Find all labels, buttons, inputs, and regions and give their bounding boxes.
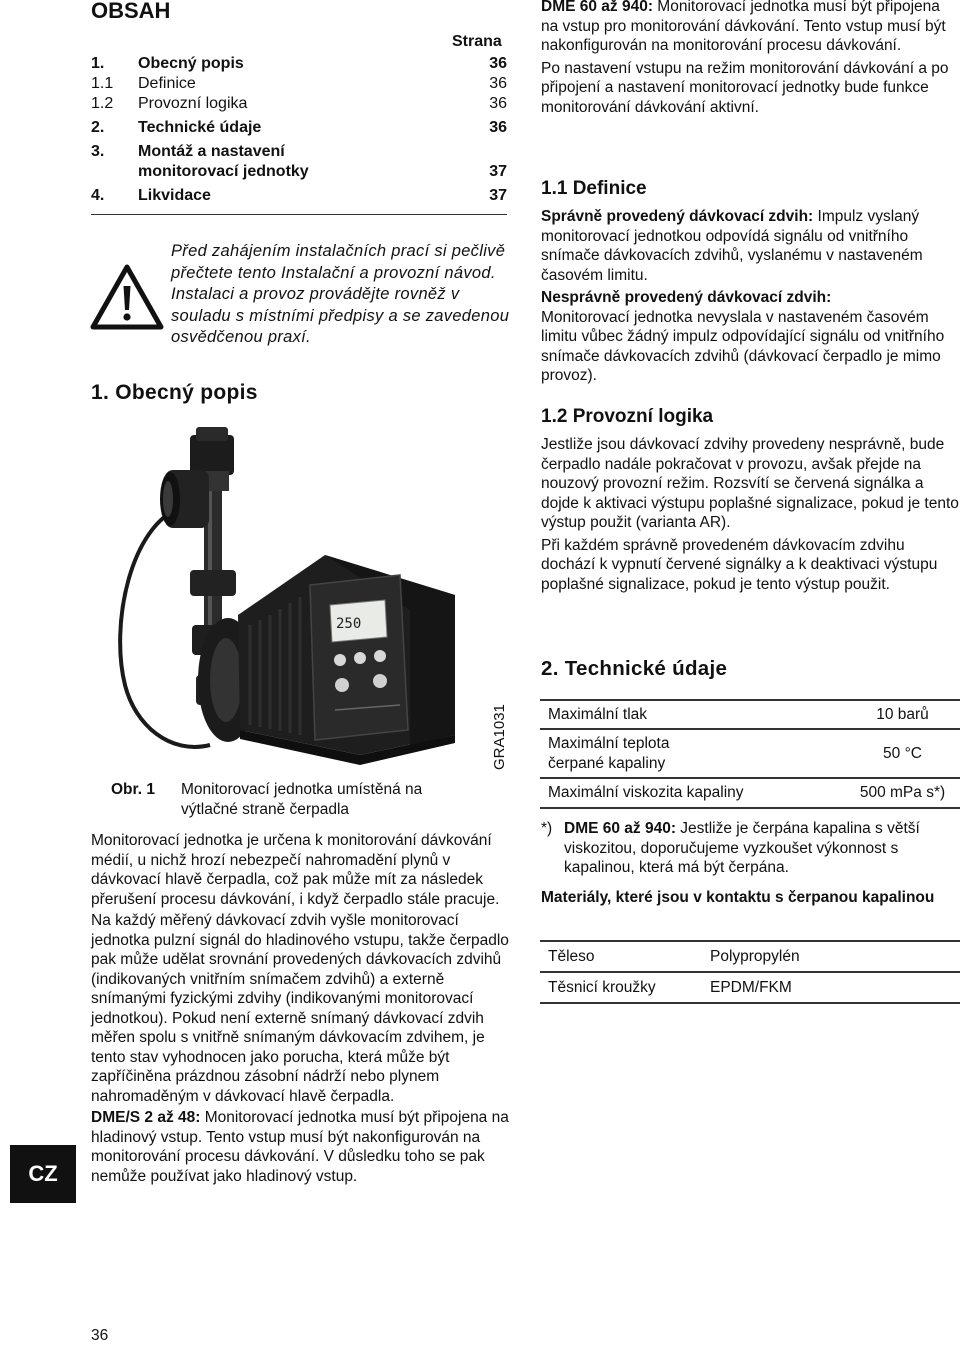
paragraph: Po nastavení vstupu na režim monitorování dávkování a po připojení a nastavení monitorovací jednotky bude funkce monitorování dávkování aktivní.: [541, 59, 949, 116]
body-column-right: [541, 0, 959, 117]
materials-table: [540, 940, 960, 1004]
body-column-left: [91, 831, 509, 1186]
toc-row: [91, 118, 507, 138]
figure-label: Obr. 1: [111, 781, 155, 798]
warning-text: Před zahájením instalačních prací si pečlivě přečtete tento Instalační a provozní návod. Instalaci a provoz provádějte rovněž v souladu s místními předpisy a se zavedenou osvědčenou praxí.: [171, 242, 510, 346]
section-heading-definitions: 1.1 Definice: [541, 178, 647, 199]
model-range: DME/S 2 až 48:: [91, 1109, 201, 1126]
toc-text: Definice: [138, 75, 196, 92]
toc-row: [91, 94, 507, 114]
paragraph-text: Jestliže je čerpána kapalina s větší viskozitou, doporučujeme vyzkoušet výkonnost s kapalinou, která má být čerpána.: [564, 820, 920, 876]
paragraph: Jestliže jsou dávkovací zdvihy provedeny nesprávně, bude čerpadlo nadále pokračovat v provozu, avšak přejde na nouzový provozní režim. Rozsvítí se červená signálka a dojde k aktivaci výstupu poplašné signalizace, pokud je tento výstup použit (varianta AR).: [541, 436, 959, 531]
model-range: DME 60 až 940:: [541, 0, 653, 15]
technical-data-table: [540, 699, 960, 809]
table-row: [540, 700, 960, 729]
toc-text: Technické údaje: [138, 119, 262, 136]
paragraph: [541, 0, 959, 56]
table-cell-part: Těleso: [540, 941, 702, 972]
toc-page: 37: [489, 163, 507, 180]
paragraph-text: Monitorovací jednotka musí být připojena na hladinový vstup. Tento vstup musí být nakonfigurován na monitorování procesu dávkování. V důsledku toho se pak nemůže používat jako hladinový vstup.: [91, 1109, 509, 1185]
model-range: DME 60 až 940:: [564, 820, 676, 837]
toc-num: 3.: [91, 143, 105, 160]
warning-triangle-icon: [90, 264, 164, 330]
footnote-mark: *): [541, 820, 553, 837]
toc-row: [91, 54, 507, 74]
paragraph-text: Monitorovací jednotka musí být připojena na vstup pro monitorování dávkování. Tento vstup musí být nakonfigurován na monitorování procesu dávkování.: [541, 0, 946, 54]
page-number: 36: [91, 1327, 109, 1344]
table-cell-material: Polypropylén: [702, 941, 960, 972]
toc-title: OBSAH: [91, 0, 171, 23]
language-badge: CZ: [10, 1145, 76, 1203]
footnote-text: [564, 819, 959, 878]
toc-row: [91, 142, 507, 182]
table-cell-value: 50 °C: [845, 729, 960, 778]
section-heading-technical-data: 2. Technické údaje: [541, 657, 728, 680]
toc-num: 1.2: [91, 95, 114, 112]
paragraph: [91, 1108, 509, 1186]
table-cell-value: 10 barů: [845, 700, 960, 729]
definitions: [541, 207, 959, 386]
table-row: [540, 778, 960, 808]
toc-page: 36: [489, 119, 507, 136]
table-cell-label: Maximální viskozita kapaliny: [540, 778, 845, 808]
toc-row: [91, 186, 507, 206]
materials-heading: Materiály, které jsou v kontaktu s čerpanou kapalinou: [541, 889, 935, 906]
toc-num: 1.1: [91, 75, 114, 92]
toc-divider: [91, 214, 507, 215]
toc-page: 37: [489, 187, 507, 204]
toc-text: Montáž a nastavení monitorovací jednotky: [138, 143, 309, 180]
dosing-pump-illustration: [110, 425, 480, 770]
toc-num: 2.: [91, 119, 105, 136]
toc-page: 36: [489, 95, 507, 112]
toc-text: Likvidace: [138, 187, 211, 204]
table-row: [540, 729, 960, 778]
table-row: [540, 972, 960, 1003]
definition: [541, 288, 959, 386]
toc-num: 4.: [91, 187, 105, 204]
table-cell-part: Těsnicí kroužky: [540, 972, 702, 1003]
toc-text: Obecný popis: [138, 55, 244, 72]
table-of-contents: [91, 54, 507, 206]
footnote: [541, 819, 959, 878]
toc-num: 1.: [91, 55, 105, 72]
pump-display-value: 250: [336, 616, 362, 632]
section-heading-general: 1. Obecný popis: [91, 381, 258, 404]
table-cell-label: Maximální teplota čerpané kapaliny: [540, 729, 845, 778]
toc-page: 36: [489, 55, 507, 72]
paragraph: Při každém správně provedeném dávkovacím zdvihu dochází k vypnutí červené signálky a k deaktivaci výstupu poplašné signalizace, pokud je tento výstup použit.: [541, 536, 938, 593]
section-heading-operating-logic: 1.2 Provozní logika: [541, 406, 714, 427]
toc-page-header: Strana: [452, 33, 502, 50]
definition-text: Monitorovací jednotka nevyslala v nastaveném časovém limitu vůbec žádný impulz odpovídající signálu od vnitřního snímače dávkovacích zdvihů (dávkovací čerpadlo je mimo provoz).: [541, 308, 945, 384]
definition-term: Správně provedený dávkovací zdvih:: [541, 208, 814, 225]
table-row: [540, 941, 960, 972]
figure-caption: Monitorovací jednotka umístěná na výtlačné straně čerpadla: [181, 781, 423, 818]
table-cell-value: 500 mPa s*): [845, 778, 960, 808]
figure-code: GRA1031: [491, 704, 508, 770]
table-cell-label: Maximální tlak: [540, 700, 845, 729]
definition: [541, 207, 959, 285]
toc-row: [91, 74, 507, 94]
table-cell-material: EPDM/FKM: [702, 972, 960, 1003]
paragraph: Monitorovací jednotka je určena k monitorování dávkování médií, u nichž hrozí nebezpečí nahromadění plynů v dávkovací hlavě čerpadla, což pak může mít za následek přerušení procesu dávkování, i když čerpadlo stále pracuje.: [91, 832, 500, 908]
paragraph: Na každý měřený dávkovací zdvih vyšle monitorovací jednotka pulzní signál do hladinového vstupu, takže čerpadlo pak může udělat srovnání provedených dávkovacích zdvihů (indikovaných vnitřním snímačem zdvihů) a externě snímanými fyzickými zdvihy (indikovanými monitorovací jednotkou). Pokud není externě snímaný dávkovací zdvih měřen spolu s vnitřně snímaným dávkovacím zdvihem, je tento stav vyhodnocen jako porucha, která může být zapříčiněna prázdnou zásobní nádrží nebo plynem nahromaděným v dávkovací hlavě čerpadla.: [91, 912, 509, 1105]
toc-text: Provozní logika: [138, 95, 248, 112]
definition-term: Nesprávně provedený dávkovací zdvih:: [541, 289, 832, 306]
definition-text: Impulz vyslaný monitorovací jednotkou odpovídá signálu od vnitřního snímače dávkovacích zdvihů, vyslanému v nastaveném časovém limitu.: [541, 208, 923, 284]
operating-logic: [541, 435, 959, 594]
toc-page: 36: [489, 75, 507, 92]
